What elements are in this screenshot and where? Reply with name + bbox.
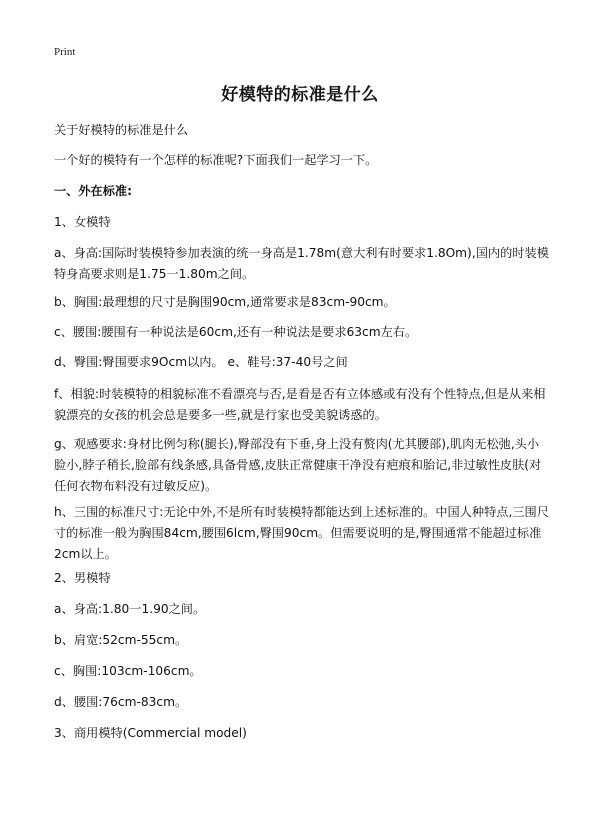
subheading-female: 1、女模特 (54, 215, 111, 229)
female-appearance: f、相貌:时装模特的相貌标准不看漂亮与否,是看是否有立体感或有没有个性特点,但是从来相貌漂亮的女孩的机会总是要多一些,就是行家也受美貌诱惑的。 (54, 387, 546, 422)
female-height: a、身高:国际时装模特参加表演的统一身高是1.78m(意大利有时要求1.8Om),国内的时装模特身高要求则是1.75一1.80m之间。 (54, 246, 549, 281)
female-bust: b、胸围:最理想的尺寸是胸围90cm,通常要求是83cm-90cm。 (54, 295, 396, 309)
subheading-commercial: 3、商用模特(Commercial model) (54, 726, 247, 740)
male-waist: d、腰围:76cm-83cm。 (54, 695, 188, 709)
print-label: Print (54, 46, 76, 58)
male-shoulder: b、肩宽:52cm-55cm。 (54, 633, 188, 647)
intro-paragraph: 一个好的模特有一个怎样的标准呢?下面我们一起学习一下。 (54, 153, 378, 167)
female-hips-shoes: d、臀围:臀围要求9Ocm以内。 e、鞋号:37-40号之间 (54, 355, 348, 369)
section-heading-external: 一、外在标准: (54, 184, 132, 198)
male-chest: c、胸围:103cm-106cm。 (54, 664, 202, 678)
female-impression: g、观感要求:身材比例匀称(腿长),臀部没有下垂,身上没有赘肉(尤其腰部),肌肉无松弛,头小脸小,脖子稍长,脸部有线条感,具备骨感,皮肤正常健康干净没有疤痕和胎记,非过敏性皮肤(对任何衣物布料没有过敏反应)。 (54, 437, 542, 493)
female-measurements: h、三围的标准尺寸:无论中外,不是所有时装模特都能达到上述标准的。中国人种特点,三围尺寸的标准一般为胸围84cm,腰围6lcm,臀围90cm。但需要说明的是,臀围通常不能超过标准2cm以上。 (54, 505, 549, 561)
male-height: a、身高:1.80一1.90之间。 (54, 602, 206, 616)
document-title: 好模特的标准是什么 (221, 85, 379, 105)
subheading-male: 2、男模特 (54, 571, 111, 585)
female-waist: c、腰围:腰围有一种说法是60cm,还有一种说法是要求63cm左右。 (54, 325, 418, 339)
intro-line: 关于好模特的标准是什么 (54, 123, 189, 137)
